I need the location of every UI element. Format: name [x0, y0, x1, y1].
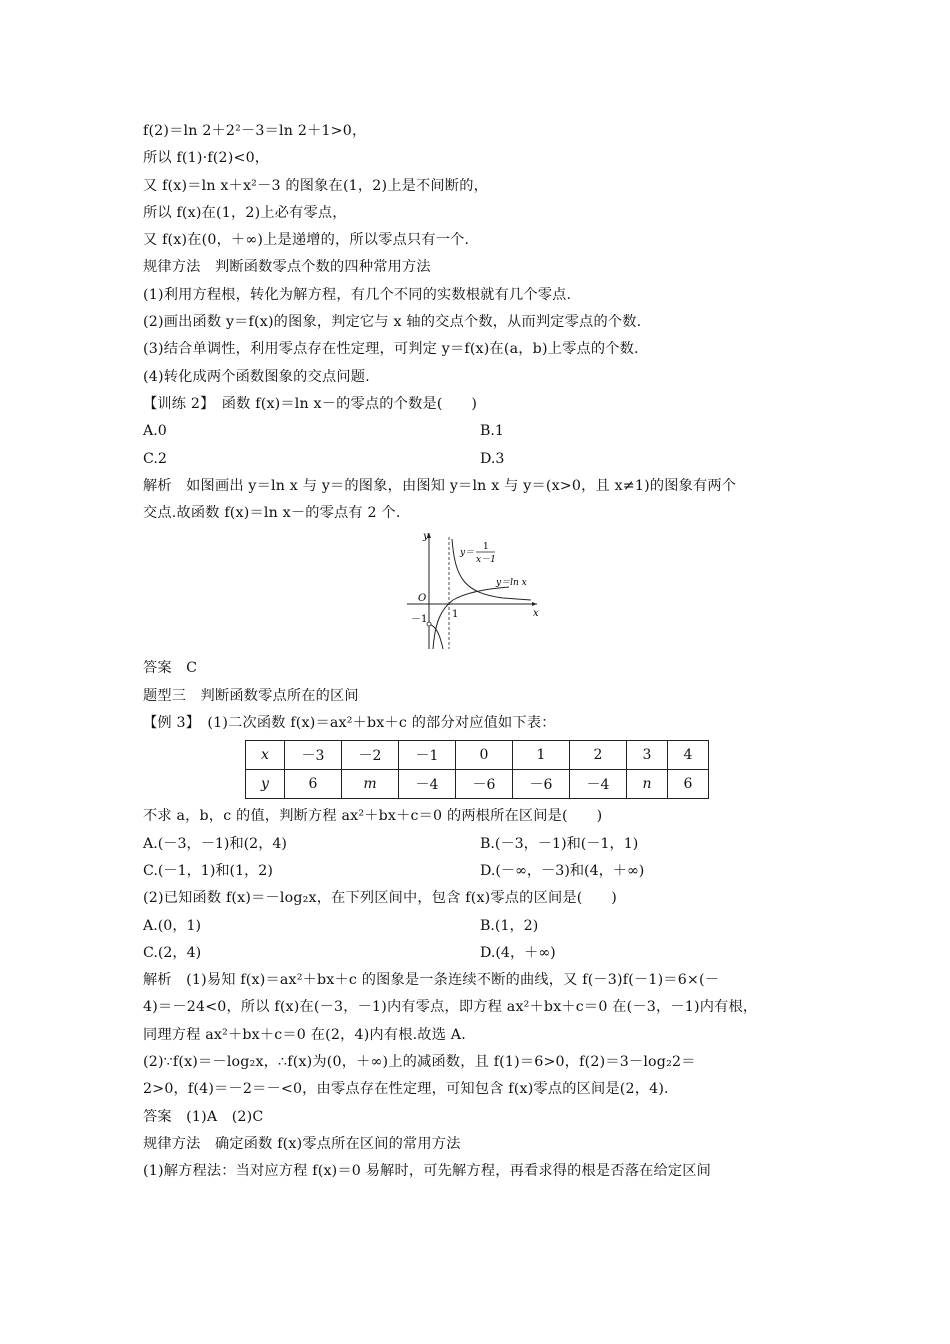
solution-line: 交点.故函数 f(x)＝ln x－的零点有 2 个. [143, 505, 401, 522]
table-cell: 4 [668, 741, 709, 770]
curve1-label-denominator: x－1 [476, 555, 496, 566]
x-axis-arrow [532, 602, 537, 606]
text-line: (2)画出函数 y＝f(x)的图象，判定它与 x 轴的交点个数，从而判定零点的个数. [143, 314, 642, 331]
method-heading: 规律方法 判断函数零点个数的四种常用方法 [143, 259, 431, 276]
table-cell: －3 [285, 741, 342, 770]
section-heading: 题型三 判断函数零点所在的区间 [143, 687, 359, 704]
option-row [143, 418, 823, 445]
text-line: 又 f(x)＝ln x＋x²－3 的图象在(1，2)上是不间断的， [143, 177, 488, 194]
option-b: B.(1，2) [480, 917, 539, 934]
text-line: (1)利用方程根，转化为解方程，有几个不同的实数根就有几个零点. [143, 286, 572, 303]
solution-line: 4)＝－24<0，所以 f(x)在(－3，－1)内有零点，即方程 ax²＋bx＋c＝0 在(－3，－1)内有根， [143, 999, 758, 1016]
option-row [143, 831, 823, 858]
text-line: f(2)＝ln 2＋2²－3＝ln 2＋1>0， [143, 123, 367, 139]
table-header-x: x [246, 741, 285, 770]
solution-line: 2>0，f(4)＝－2＝－<0，由零点存在性定理，可知包含 f(x)零点的区间是(2，4). [143, 1081, 669, 1098]
table-row-y [246, 770, 709, 799]
option-a: A.(0，1) [143, 917, 202, 934]
option-d: D.3 [480, 450, 505, 467]
option-c: C.2 [143, 450, 167, 467]
curve1-label-prefix: y＝ [460, 548, 475, 559]
table-cell: －2 [342, 741, 399, 770]
option-d: D.(4，＋∞) [480, 944, 556, 961]
option-row [143, 446, 823, 473]
table-cell: －6 [513, 770, 570, 799]
table-cell: 1 [513, 741, 570, 770]
text-line: (1)解方程法：当对应方程 f(x)＝0 易解时，可先解方程，再看求得的根是否落在给定区间 [143, 1163, 712, 1180]
option-row [143, 940, 823, 967]
curve1-label-numerator: 1 [483, 542, 489, 553]
option-b: B.1 [480, 423, 504, 440]
text-line: (2)已知函数 f(x)＝－log₂x，在下列区间中，包含 f(x)零点的区间是( ) [143, 890, 617, 907]
exercise-question: 【训练 2】 函数 f(x)＝ln x－的零点的个数是( ) [143, 395, 478, 412]
solution-line: 同理方程 ax²＋bx＋c＝0 在(2，4)内有根.故选 A. [143, 1026, 466, 1043]
text-line: 不求 a，b，c 的值，判断方程 ax²＋bx＋c＝0 的两根所在区间是( ) [143, 808, 603, 825]
text-line: 所以 f(1)·f(2)<0， [143, 150, 270, 167]
table-cell: －4 [399, 770, 456, 799]
option-a: A.0 [143, 423, 167, 440]
option-a: A.(－3，－1)和(2，4) [143, 835, 287, 852]
table-cell: －1 [399, 741, 456, 770]
answer-line: 答案 C [143, 660, 198, 677]
solution-line: (2)∵f(x)＝－log₂x，∴f(x)为(0，＋∞)上的减函数，且 f(1)＝6>0，f(2)＝3－log₂2＝ [143, 1054, 696, 1071]
table-cell: 6 [285, 770, 342, 799]
table-cell: m [342, 770, 399, 799]
curve-ln [433, 587, 509, 649]
value-table-wrap [143, 737, 823, 803]
table-cell: －6 [456, 770, 513, 799]
tick-label-one: 1 [452, 609, 459, 621]
x-axis-label: x [533, 608, 539, 620]
table-row-x [246, 741, 709, 770]
table-header-y: y [246, 770, 285, 799]
text-line: 又 f(x)在(0，＋∞)上是递增的，所以零点只有一个. [143, 232, 470, 249]
option-row [143, 858, 823, 885]
option-b: B.(－3，－1)和(－1，1) [480, 835, 639, 852]
tick-label-neg-one: －1 [411, 614, 428, 626]
method-heading: 规律方法 确定函数 f(x)零点所在区间的常用方法 [143, 1135, 461, 1152]
table-cell: 6 [668, 770, 709, 799]
answer-line: 答案 (1)A (2)C [143, 1108, 264, 1125]
solution-line: 解析 (1)易知 f(x)＝ax²＋bx＋c 的图象是一条连续不断的曲线，又 f(－3)f(－1)＝6×(－ [143, 972, 720, 989]
table-cell: 0 [456, 741, 513, 770]
document-page [143, 118, 823, 1186]
text-line: 所以 f(x)在(1，2)上必有零点， [143, 204, 347, 221]
y-axis-label: y [423, 531, 429, 543]
option-c: C.(2，4) [143, 944, 202, 961]
table-cell: 3 [627, 741, 668, 770]
option-d: D.(－∞，－3)和(4，＋∞) [480, 862, 645, 879]
function-graph [143, 527, 823, 655]
open-point [427, 622, 431, 626]
graph-figure [403, 527, 543, 651]
text-line: (4)转化成两个函数图象的交点问题. [143, 368, 370, 385]
curve2-label: y＝ln x [496, 578, 527, 589]
option-row [143, 913, 823, 940]
text-line: (3)结合单调性，利用零点存在性定理，可判定 y＝f(x)在(a，b)上零点的个数. [143, 341, 639, 358]
example-question: 【例 3】 (1)二次函数 f(x)＝ax²＋bx＋c 的部分对应值如下表： [143, 715, 556, 732]
table-cell: n [627, 770, 668, 799]
origin-label: O [418, 593, 427, 605]
value-table [245, 740, 709, 799]
table-cell: 2 [570, 741, 627, 770]
solution-line: 解析 如图画出 y＝ln x 与 y＝的图象，由图知 y＝ln x 与 y＝(x>0，且 x≠1)的图象有两个 [143, 477, 737, 494]
option-c: C.(－1，1)和(1，2) [143, 862, 273, 879]
table-cell: －4 [570, 770, 627, 799]
